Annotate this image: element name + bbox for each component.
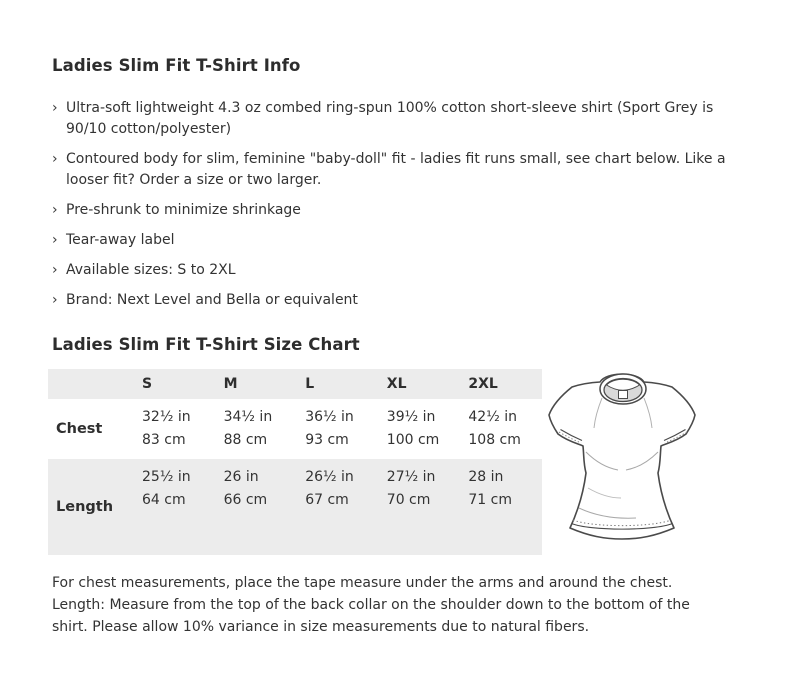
chest-l-inches: 36½ in — [305, 409, 354, 425]
length-s-cm: 64 cm — [142, 492, 186, 508]
col-header-xl: XL — [379, 369, 461, 399]
bullet-icon: › — [52, 232, 58, 248]
size-chart-area — [48, 369, 760, 560]
bullet-icon: › — [52, 151, 58, 167]
feature-text: Brand: Next Level and Bella or equivalent — [66, 292, 358, 308]
corner-cell — [48, 369, 134, 399]
chest-m-cell — [216, 399, 298, 459]
chest-row — [48, 399, 542, 459]
chest-s-cm: 83 cm — [142, 432, 186, 448]
chest-row-label: Chest — [56, 421, 103, 437]
chest-l-cell — [297, 399, 379, 459]
chest-l-cm: 93 cm — [305, 432, 349, 448]
length-l-cell — [297, 459, 379, 555]
chest-s-cell — [134, 399, 216, 459]
measurement-note: For chest measurements, place the tape measure under the arms and around the chest. Length: Measure from the top of the back collar on the shoulder down to the bottom of the shirt. Please allow 10% variance in size measurements due to natural fibers. — [52, 575, 690, 635]
length-xl-cell — [379, 459, 461, 555]
ladies-tshirt-line-drawing-icon — [544, 360, 759, 560]
info-section-title: Ladies Slim Fit T-Shirt Info — [52, 56, 301, 75]
col-header-l: L — [297, 369, 379, 399]
feature-list — [52, 98, 752, 311]
bullet-icon: › — [52, 292, 58, 308]
feature-item-brand — [52, 290, 752, 311]
bullet-icon: › — [52, 202, 58, 218]
feature-text: Tear-away label — [66, 232, 175, 248]
feature-text: Contoured body for slim, feminine "baby-doll" fit - ladies fit runs small, see chart below. Like a looser fit? Order a size or two larger. — [66, 151, 726, 188]
length-2xl-cm: 71 cm — [468, 492, 512, 508]
chest-xl-cell — [379, 399, 461, 459]
bullet-icon: › — [52, 100, 58, 116]
chest-xl-inches: 39½ in — [386, 409, 436, 425]
length-s-cell — [134, 459, 216, 555]
length-l-cm: 67 cm — [305, 492, 349, 508]
feature-text: Pre-shrunk to minimize shrinkage — [66, 202, 301, 218]
feature-item-sizes — [52, 260, 752, 281]
col-header-m: M — [216, 369, 298, 399]
chest-2xl-inches: 42½ in — [468, 409, 517, 425]
chest-m-inches: 34½ in — [223, 409, 273, 425]
size-chart-table — [48, 369, 542, 555]
length-row-label: Length — [56, 499, 114, 515]
length-xl-cm: 70 cm — [386, 492, 431, 508]
chest-xl-cm: 100 cm — [386, 432, 440, 448]
chest-2xl-cm: 108 cm — [468, 432, 521, 448]
feature-text: Ultra-soft lightweight 4.3 oz combed ring-spun 100% cotton short-sleeve shirt (Sport Grey is 90/10 cotton/polyester) — [66, 100, 714, 137]
bullet-icon: › — [52, 262, 58, 278]
length-xl-inches: 27½ in — [386, 469, 436, 485]
tshirt-illustration — [544, 360, 759, 560]
chest-m-cm: 88 cm — [223, 432, 268, 448]
feature-text: Available sizes: S to 2XL — [66, 262, 236, 278]
feature-item-preshrunk — [52, 200, 752, 221]
col-header-s: S — [134, 369, 216, 399]
feature-item-fabric — [52, 98, 752, 140]
length-m-cell — [216, 459, 298, 555]
length-2xl-cell — [460, 459, 542, 555]
size-header-row — [48, 369, 542, 399]
length-l-inches: 26½ in — [305, 469, 354, 485]
chest-s-inches: 32½ in — [142, 409, 191, 425]
length-m-inches: 26 in — [223, 469, 259, 485]
chest-2xl-cell — [460, 399, 542, 459]
length-2xl-inches: 28 in — [468, 469, 504, 485]
feature-item-fit — [52, 149, 752, 191]
length-row — [48, 459, 542, 555]
size-chart-title: Ladies Slim Fit T-Shirt Size Chart — [52, 335, 360, 354]
feature-item-label — [52, 230, 752, 251]
length-m-cm: 66 cm — [223, 492, 268, 508]
col-header-2xl: 2XL — [460, 369, 542, 399]
length-s-inches: 25½ in — [142, 469, 191, 485]
